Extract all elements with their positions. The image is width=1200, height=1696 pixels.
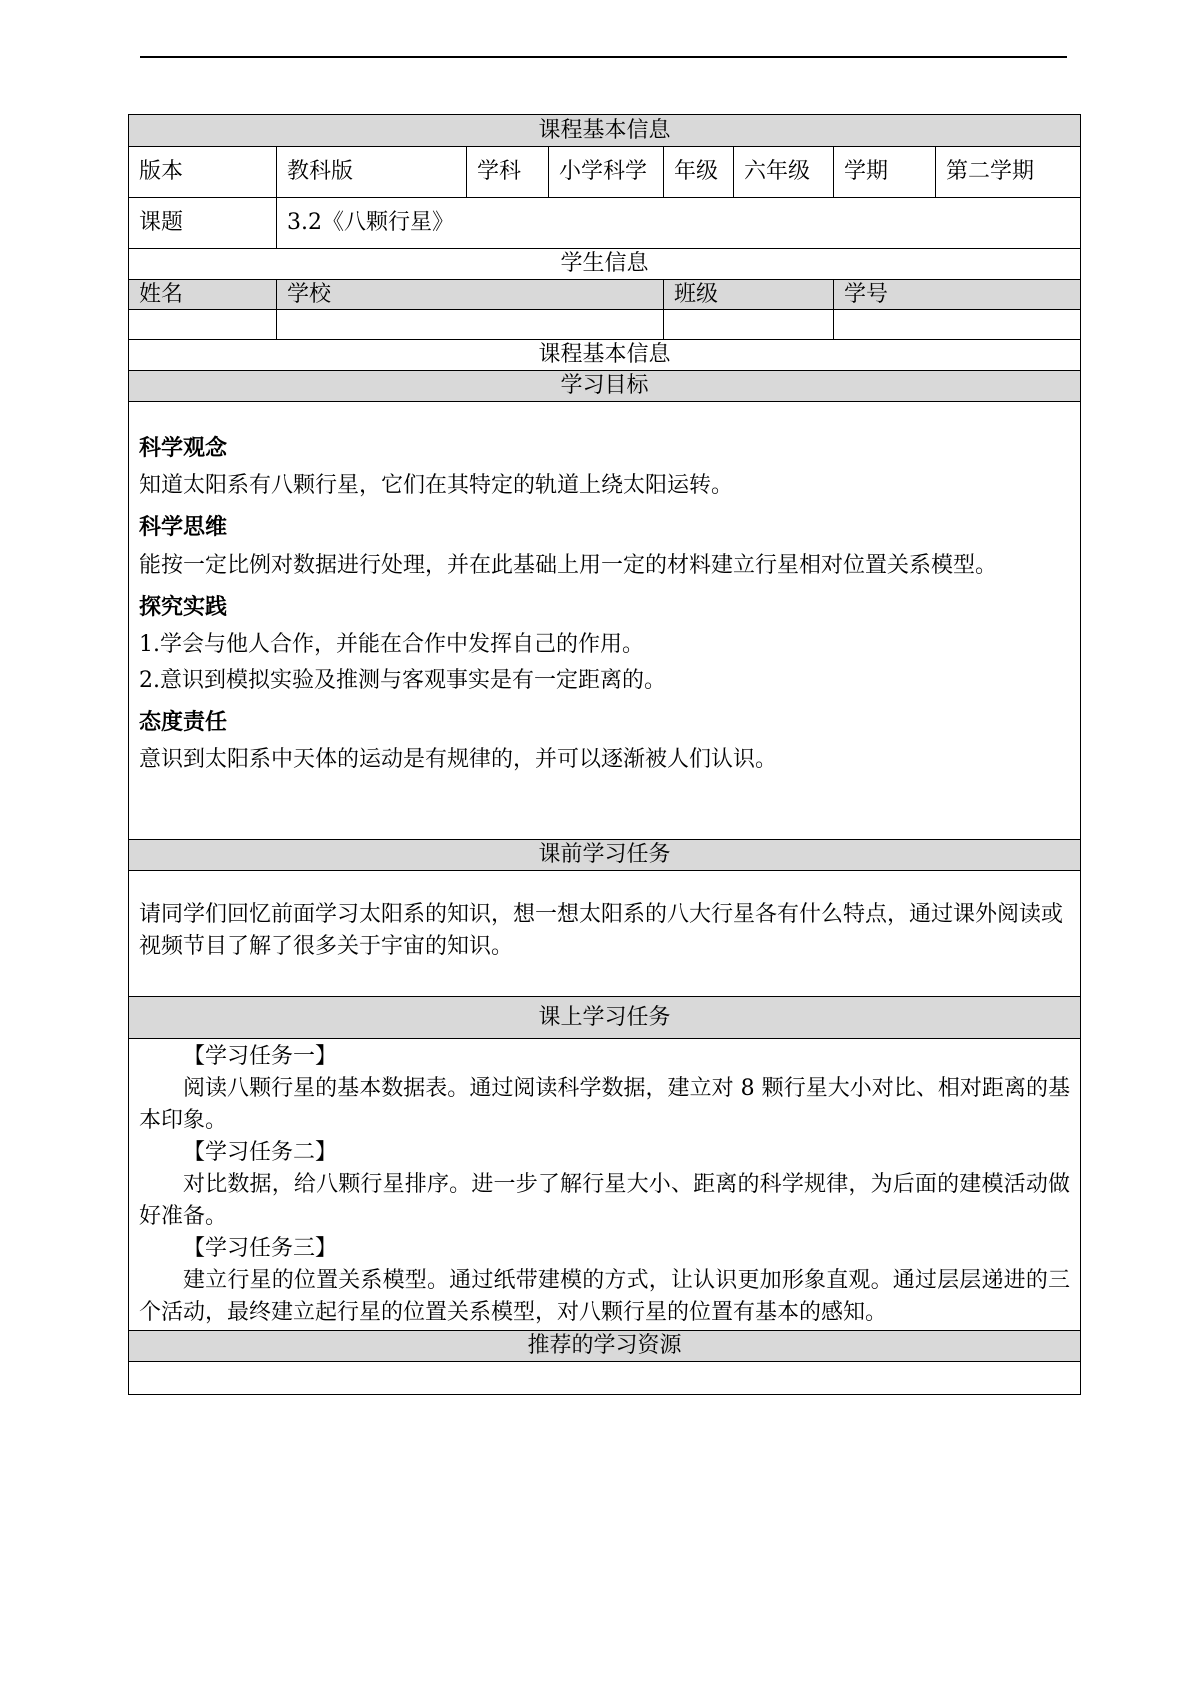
task-title: 【学习任务二】 [183,1140,338,1166]
student-school-header: 学校 [277,279,664,310]
course-info-header-2: 课程基本信息 [129,340,1081,371]
topic-label: 课题 [129,198,277,249]
student-class-cell [664,310,834,340]
student-school-cell [277,310,664,340]
objective-text: 能按一定比例对数据进行处理，并在此基础上用一定的材料建立行星相对位置关系模型。 [139,552,998,578]
resources-header: 推荐的学习资源 [129,1331,1081,1362]
subject-label: 学科 [467,147,549,198]
task-text: 对比数据，给八颗行星排序。进一步了解行星大小、距离的科学规律，为后面的建模活动做好准备。 [139,1171,1071,1229]
student-info-header: 学生信息 [129,249,1081,280]
task-title: 【学习任务一】 [183,1044,338,1070]
student-class-header: 班级 [664,279,834,310]
objectives-body [129,401,1081,839]
objectives-header: 学习目标 [129,371,1081,402]
task-title: 【学习任务三】 [183,1235,338,1261]
task-text: 建立行星的位置关系模型。通过纸带建模的方式，让认识更加形象直观。通过层层递进的三个活动，最终建立起行星的位置关系模型，对八颗行星的位置有基本的感知。 [139,1267,1071,1325]
grade-label: 年级 [664,147,734,198]
objective-heading-concept: 科学观念 [139,435,228,461]
term-value: 第二学期 [936,147,1081,198]
objective-heading-practice: 探究实践 [139,594,228,620]
course-form-table [128,114,1081,1395]
term-label: 学期 [834,147,936,198]
grade-value: 六年级 [734,147,834,198]
pre-class-text: 请同学们回忆前面学习太阳系的知识，想一想太阳系的八大行星各有什么特点，通过课外阅读或视频节目了解了很多关于宇宙的知识。 [129,870,1081,997]
student-name-cell [129,310,277,340]
student-name-header: 姓名 [129,279,277,310]
resources-body [129,1362,1081,1395]
objective-heading-thinking: 科学思维 [139,515,228,541]
objective-heading-attitude: 态度责任 [139,709,228,735]
student-id-cell [834,310,1081,340]
in-class-header: 课上学习任务 [129,997,1081,1039]
pre-class-header: 课前学习任务 [129,839,1081,870]
student-id-header: 学号 [834,279,1081,310]
objective-text: 2.意识到模拟实验及推测与客观事实是有一定距离的。 [139,667,666,693]
objective-text: 意识到太阳系中天体的运动是有规律的，并可以逐渐被人们认识。 [139,747,778,773]
objective-text: 1.学会与他人合作，并能在合作中发挥自己的作用。 [139,632,644,658]
objective-text: 知道太阳系有八颗行星，它们在其特定的轨道上绕太阳运转。 [139,473,734,499]
header-rule [140,56,1067,58]
topic-value: 3.2《八颗行星》 [277,198,1081,249]
task-text: 阅读八颗行星的基本数据表。通过阅读科学数据，建立对 8 颗行星大小对比、相对距离的基本印象。 [139,1076,1071,1134]
edition-value: 教科版 [277,147,467,198]
course-info-header: 课程基本信息 [129,115,1081,147]
in-class-body [129,1039,1081,1331]
subject-value: 小学科学 [549,147,664,198]
edition-label: 版本 [129,147,277,198]
